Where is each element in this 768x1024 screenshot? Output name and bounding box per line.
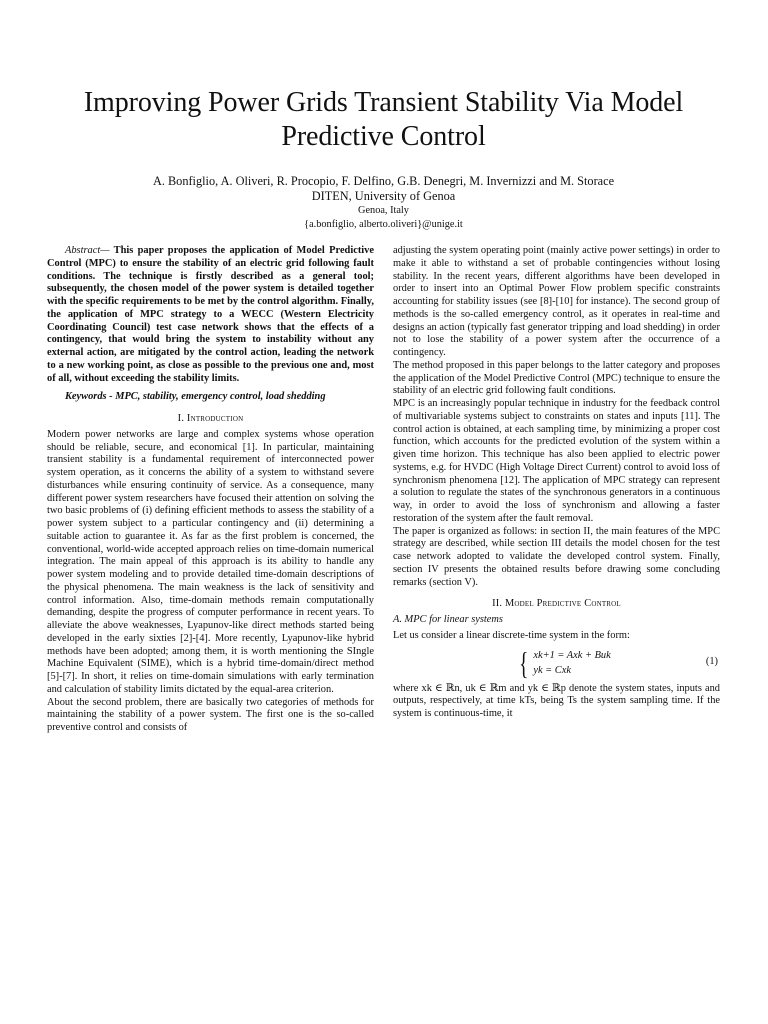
section-heading-mpc: II. Model Predictive Control	[492, 598, 621, 610]
body-paragraph: adjusting the system operating point (mainly active power settings) in order to make it able to withstand a set of probable contingencies without losing stability. In the recent years, different algorithms have been developed in order to insert into an Optimal Power Flow problem specific constraints accounting for stability issues (see [8]-[10] for instance). The second group of methods is the so-called emergency control, as it operates in real-time and designs an action (typically fast generator tripping and load shedding) in order not to lose the stability of a power system after the occurrence of a contingency.	[393, 245, 720, 358]
paper-title: Improving Power Grids Transient Stability Via Model Predictive Control	[83, 87, 684, 152]
author-list: A. Bonfiglio, A. Oliveri, R. Procopio, F. Delfino, G.B. Denegri, M. Invernizzi and M. Storace	[152, 174, 615, 188]
equation-lines	[533, 648, 610, 678]
equation-line-1: xk+1 = Axk + Buk	[533, 649, 611, 661]
intro-paragraph: Modern power networks are large and complex systems whose operation should be reliable, secure, and economical [1]. In particular, maintaining transient stability is a fundamental requirement of interconnected power system operation, as it concerns the ability of a system to withstand severe disturbances while ensuring continuity of service. As a consequence, many different power system researchers have focused their attention on solving the two basic problems of (i) defining efficient methods to assess the stability of a power system subject to a particular contingency and (ii) determining a suitable action to guarantee it. As far as the first problem is concerned, the conventional, world-wide accepted approach relies on time-domain numerical integration. The main appeal of this approach is its ability to handle any power system modeling and to provide detailed time-domain descriptions of the physical phenomena. The main weakness is the lack of sensitivity and control information. Also, time-domain methods remain computationally demanding, despite the progress of computer performance in recent years. To alleviate the above weaknesses, Lyapunov-like direct methods started being developed in the early sixties [2]-[4]. More recently, Lyapunov-like hybrid methods have been adopted; among them, it is worth mentioning the SIngle Machine Equivalent (SIME), which is a hybrid time-domain/direct method [5]-[7]. In short, it relies on time-domain simulations with early termination and calculation of stability limits dictated by the equal-area criterion.	[47, 428, 374, 695]
body-paragraph: MPC is an increasingly popular technique in industry for the feedback control of multivariable systems subject to constraints on states and inputs [11]. The control action is obtained, at each sampling time, by minimizing a proper cost function, which accounts for the predicted evolution of the system within a given time horizon. This technique has also been applied to electric power systems, e.g. for HVDC (High Voltage Direct Current) control to avoid loss of synchronism phenomena [12]. The application of MPC strategy can represent a solution to regulate the states of the synchronous generators in a continuous way, in order to avoid the loss of synchronism and allowing a faster restoration of the system after the fault removal.	[393, 398, 720, 524]
keywords: Keywords - MPC, stability, emergency control, load shedding	[65, 391, 326, 403]
contact-email: {a.bonfiglio, alberto.oliveri}@unige.it	[304, 218, 463, 230]
left-brace: {	[519, 644, 529, 681]
body-paragraph: The paper is organized as follows: in section II, the main features of the MPC strategy are described, while section III details the model chosen for the test case network adopted to validate the developed control system. Finally, section IV presents the obtained results before drawing some concluding remarks (section V).	[393, 525, 720, 588]
equation-line-2: yk = Cxk	[533, 664, 571, 676]
left-column	[47, 245, 374, 735]
location: Genoa, Italy	[358, 205, 409, 216]
body-paragraph: The method proposed in this paper belongs to the latter category and proposes the application of the Model Predictive Control (MPC) technique to ensure the stability of an electric grid following fault conditions.	[393, 359, 720, 397]
abstract-label: Abstract—	[65, 245, 110, 256]
equation-body	[516, 644, 611, 681]
abstract-text: This paper proposes the application of Model Predictive Control (MPC) to ensure the stability of an electric grid following fault conditions. The technique is firstly described as a general tool; subsequently, the chosen model of the power system is detailed together with the specific requirements to be met by the control algorithm. Finally, the application of MPC strategy to a WECC (Western Electricity Coordinating Council) test case network shows that the effects of a contingency, that would bring the system to instability without any external action, are mitigated by the control action, leading the network to a new working point, as close as possible to the previous one and, most of all, without exceeding the stability limits.	[47, 245, 374, 384]
right-column	[393, 245, 720, 735]
equation-intro: Let us consider a linear discrete-time system in the form:	[393, 629, 630, 641]
affiliation: DITEN, University of Genoa	[311, 189, 456, 203]
section-heading-introduction: I. Introduction	[177, 413, 244, 424]
equation-description: where xk ∈ ℝn, uk ∈ ℝm and yk ∈ ℝp denote the system states, inputs and outputs, respectively, at time kTs, being Ts the system sampling time. If the system is continuous-time, it	[393, 682, 720, 719]
intro-paragraph: About the second problem, there are basically two categories of methods for maintaining the stability of a power system. The first one is the so-called preventive control and consists of	[47, 696, 374, 733]
subsection-heading: A. MPC for linear systems	[393, 614, 503, 625]
equation-1	[393, 646, 720, 680]
equation-number: (1)	[705, 656, 718, 668]
two-column-body	[47, 245, 720, 735]
abstract	[47, 245, 374, 385]
